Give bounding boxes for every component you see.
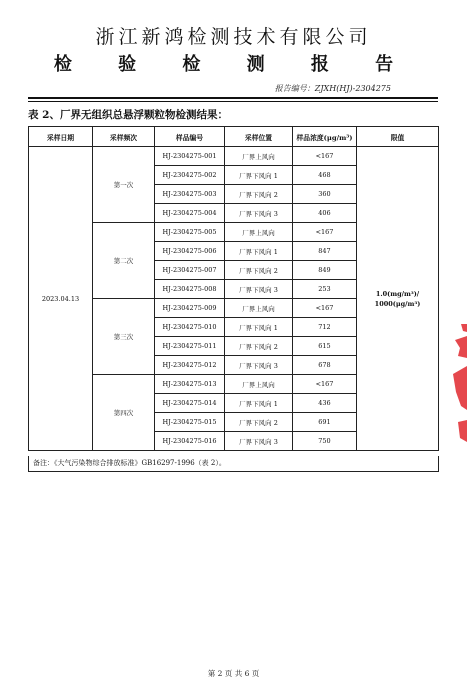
concentration-cell: 750 xyxy=(293,432,357,451)
sampling-location-cell: 厂界上风向 xyxy=(225,223,293,242)
sampling-location-cell: 厂界上风向 xyxy=(225,147,293,166)
sample-id-cell: HJ-2304275-014 xyxy=(155,394,225,413)
concentration-cell: 615 xyxy=(293,337,357,356)
sample-id-cell: HJ-2304275-003 xyxy=(155,185,225,204)
sample-id-cell: HJ-2304275-015 xyxy=(155,413,225,432)
header-sampling-frequency: 采样频次 xyxy=(93,127,155,147)
red-seal-stamp xyxy=(452,322,467,457)
results-table xyxy=(28,126,439,451)
sample-id-cell: HJ-2304275-001 xyxy=(155,147,225,166)
table-note: 备注：《大气污染物综合排放标准》GB16297-1996（表 2）。 xyxy=(28,456,439,472)
concentration-cell: 849 xyxy=(293,261,357,280)
sample-id-cell: HJ-2304275-004 xyxy=(155,204,225,223)
header-sampling-date: 采样日期 xyxy=(29,127,93,147)
table-header-row xyxy=(29,127,439,147)
sample-id-cell: HJ-2304275-002 xyxy=(155,166,225,185)
sampling-location-cell: 厂界下风向 1 xyxy=(225,318,293,337)
sampling-location-cell: 厂界上风向 xyxy=(225,299,293,318)
sampling-location-cell: 厂界下风向 2 xyxy=(225,413,293,432)
sampling-date-cell: 2023.04.13 xyxy=(29,147,93,451)
concentration-cell: <167 xyxy=(293,299,357,318)
concentration-cell: 678 xyxy=(293,356,357,375)
concentration-cell: 712 xyxy=(293,318,357,337)
header-rule-thick xyxy=(28,97,438,99)
seal-fragments xyxy=(453,324,467,442)
sampling-location-cell: 厂界下风向 1 xyxy=(225,394,293,413)
sample-id-cell: HJ-2304275-016 xyxy=(155,432,225,451)
table-body xyxy=(29,147,439,451)
limit-cell: 1.0(mg/m³)/ 1000(μg/m³) xyxy=(357,147,439,451)
sampling-location-cell: 厂界下风向 3 xyxy=(225,432,293,451)
header-limit: 限值 xyxy=(357,127,439,147)
sampling-location-cell: 厂界下风向 2 xyxy=(225,261,293,280)
header-sampling-location: 采样位置 xyxy=(225,127,293,147)
concentration-cell: 253 xyxy=(293,280,357,299)
sampling-location-cell: 厂界下风向 3 xyxy=(225,204,293,223)
sample-id-cell: HJ-2304275-010 xyxy=(155,318,225,337)
page-number: 第 2 页 共 6 页 xyxy=(207,669,260,678)
sampling-frequency-cell: 第三次 xyxy=(93,299,155,375)
sample-id-cell: HJ-2304275-009 xyxy=(155,299,225,318)
sampling-location-cell: 厂界下风向 1 xyxy=(225,166,293,185)
sample-id-cell: HJ-2304275-006 xyxy=(155,242,225,261)
sampling-location-cell: 厂界上风向 xyxy=(225,375,293,394)
sampling-frequency-cell: 第一次 xyxy=(93,147,155,223)
sample-id-cell: HJ-2304275-007 xyxy=(155,261,225,280)
sample-id-cell: HJ-2304275-008 xyxy=(155,280,225,299)
concentration-cell: 847 xyxy=(293,242,357,261)
header-sample-id: 样品编号 xyxy=(155,127,225,147)
sampling-location-cell: 厂界下风向 1 xyxy=(225,242,293,261)
concentration-cell: 436 xyxy=(293,394,357,413)
report-number: 报告编号：ZJXH(HJ)-2304275 xyxy=(274,84,391,93)
report-title: 检 验 检 测 报 告 xyxy=(53,54,414,75)
header-rule-thin xyxy=(28,101,438,102)
concentration-cell: <167 xyxy=(293,375,357,394)
sample-id-cell: HJ-2304275-011 xyxy=(155,337,225,356)
concentration-cell: 691 xyxy=(293,413,357,432)
sampling-location-cell: 厂界下风向 2 xyxy=(225,337,293,356)
sample-id-cell: HJ-2304275-013 xyxy=(155,375,225,394)
concentration-cell: <167 xyxy=(293,147,357,166)
header-concentration: 样品浓度(μg/m³) xyxy=(293,127,357,147)
sampling-location-cell: 厂界下风向 2 xyxy=(225,185,293,204)
sample-id-cell: HJ-2304275-012 xyxy=(155,356,225,375)
sample-id-cell: HJ-2304275-005 xyxy=(155,223,225,242)
concentration-cell: 360 xyxy=(293,185,357,204)
concentration-cell: 468 xyxy=(293,166,357,185)
concentration-cell: <167 xyxy=(293,223,357,242)
sampling-frequency-cell: 第二次 xyxy=(93,223,155,299)
concentration-cell: 406 xyxy=(293,204,357,223)
sampling-frequency-cell: 第四次 xyxy=(93,375,155,451)
sampling-location-cell: 厂界下风向 3 xyxy=(225,280,293,299)
sampling-location-cell: 厂界下风向 3 xyxy=(225,356,293,375)
table-row xyxy=(29,147,439,166)
company-name: 浙江新鸿检测技术有限公司 xyxy=(95,26,372,48)
section-title: 表 2、厂界无组织总悬浮颗粒物检测结果： xyxy=(28,109,228,121)
